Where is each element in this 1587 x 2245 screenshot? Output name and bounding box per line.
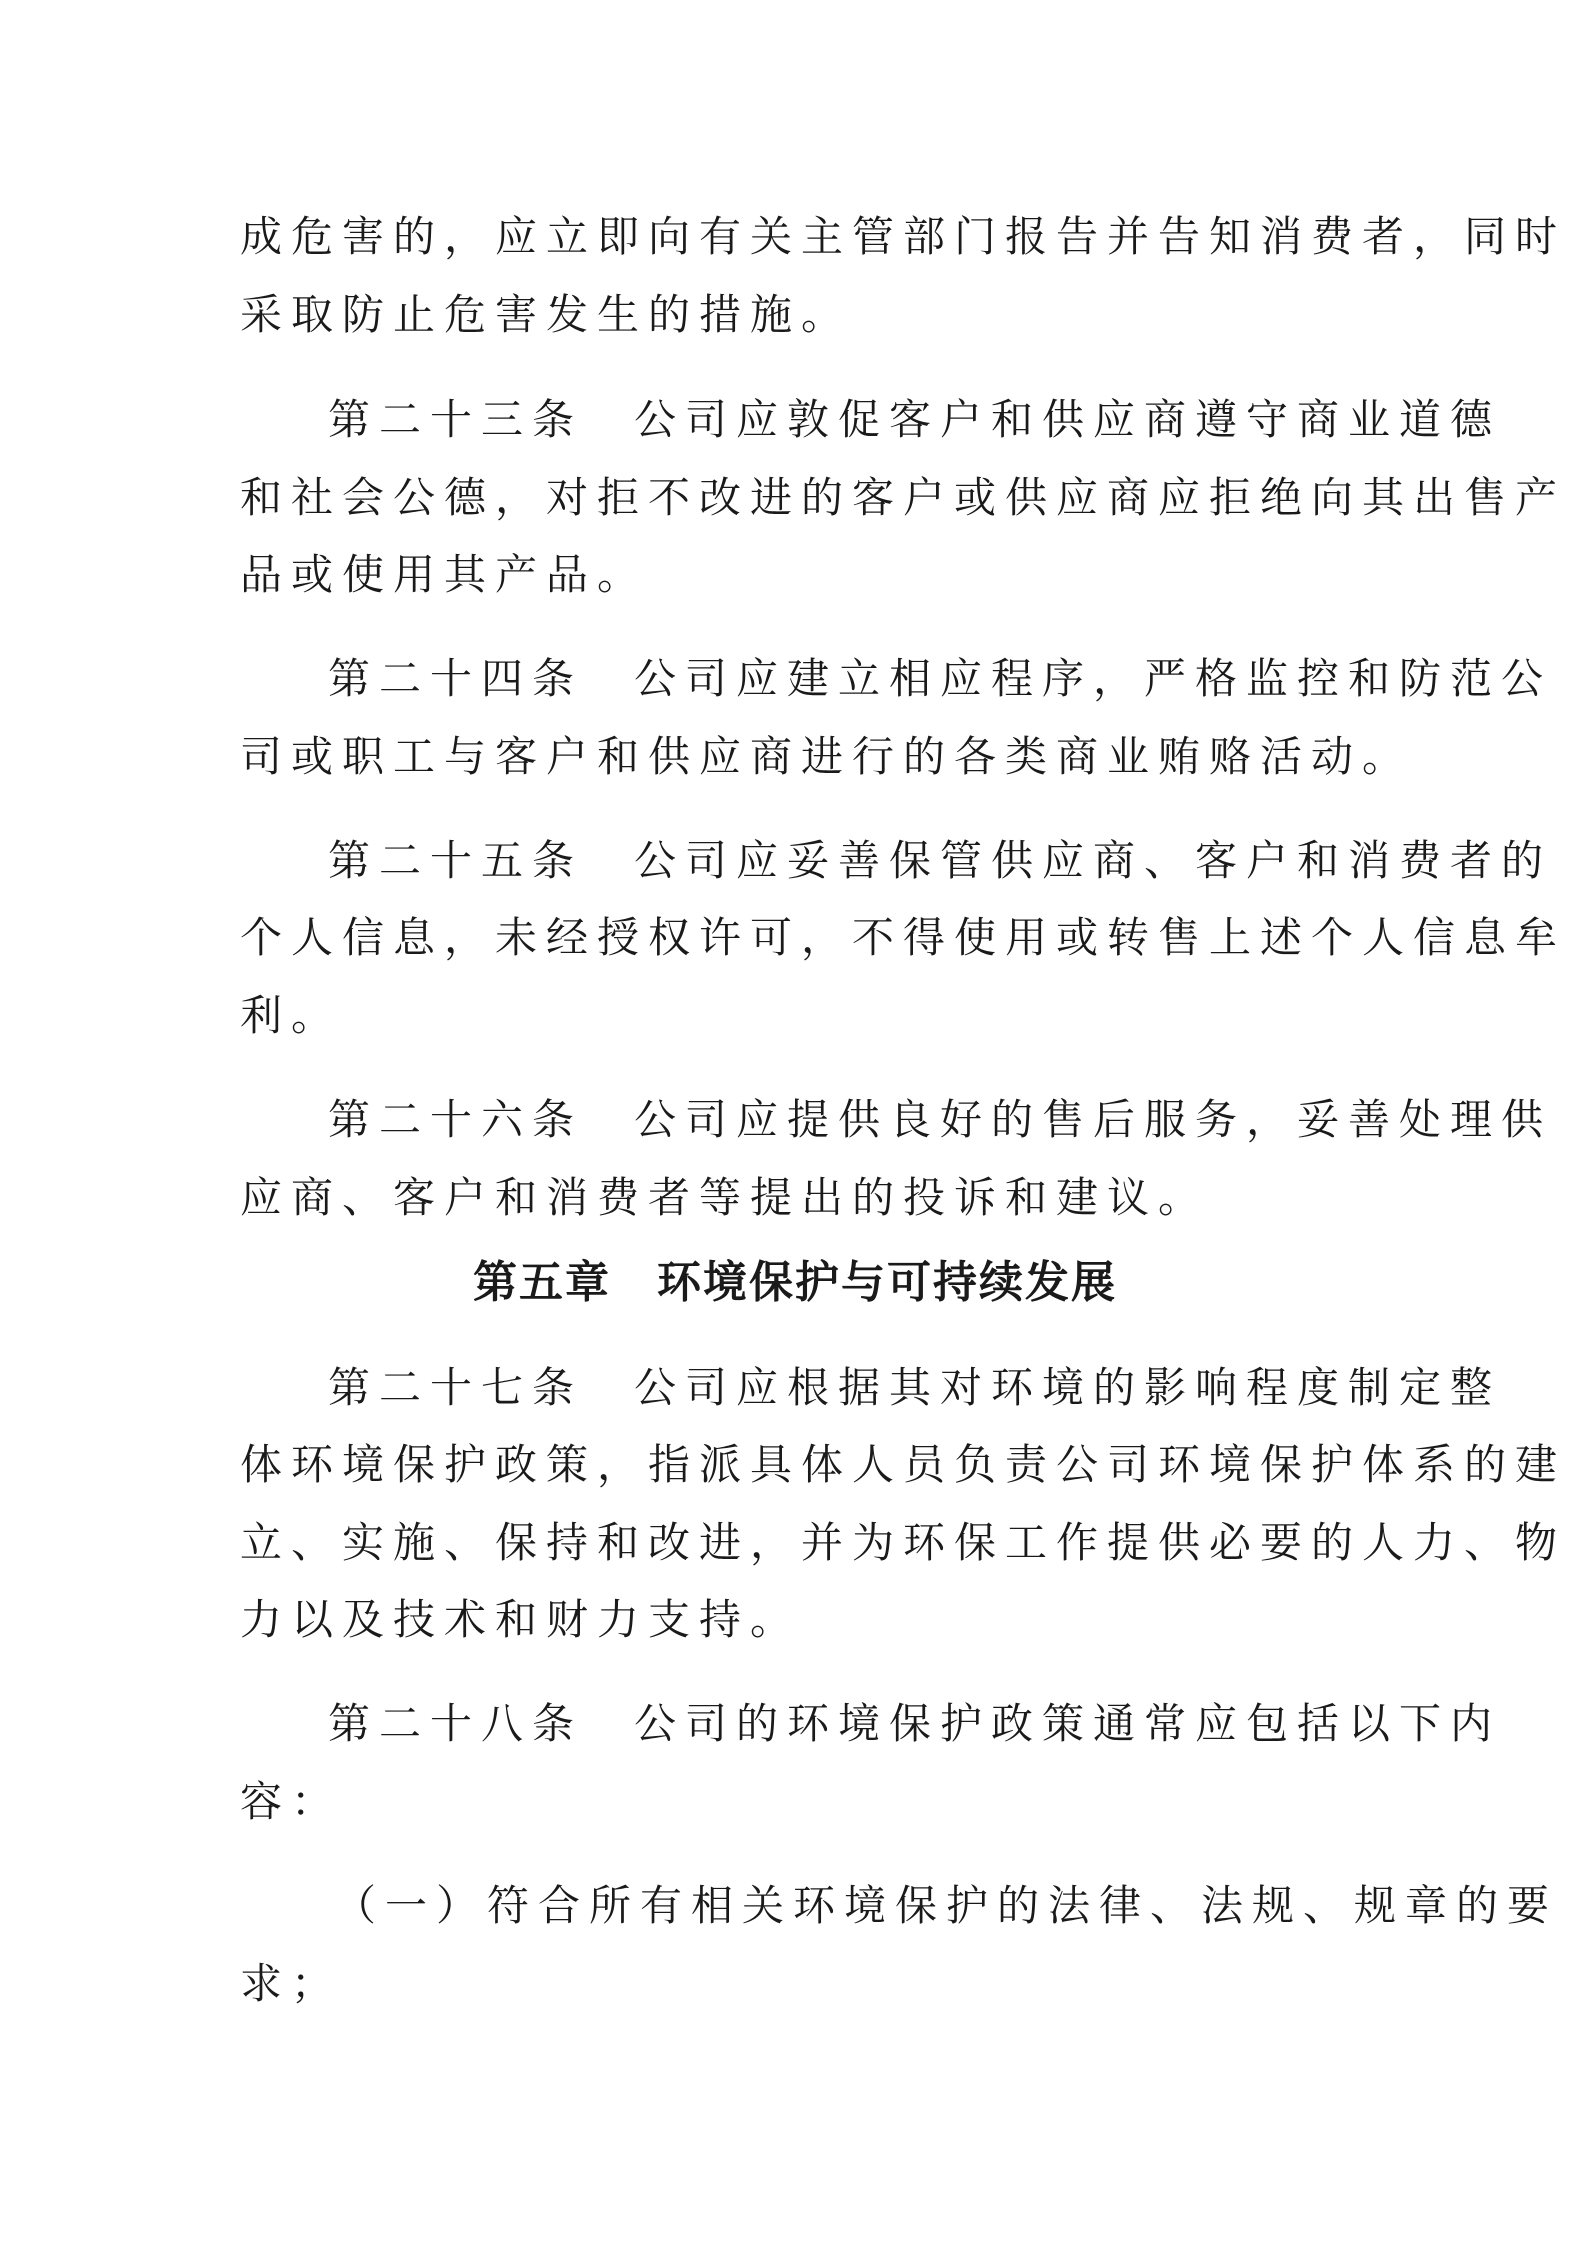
- text-line: 体环境保护政策，指派具体人员负责公司环境保护体系的建: [240, 1440, 1567, 1489]
- text-line: 采取防止危害发生的措施。: [240, 290, 853, 339]
- text-line: 和社会公德，对拒不改进的客户或供应商应拒绝向其出售产: [240, 473, 1567, 522]
- text-line: 容：: [240, 1777, 343, 1826]
- text-line: 应商、客户和消费者等提出的投诉和建议。: [240, 1173, 1210, 1222]
- chapter-heading: 第五章 环境保护与可持续发展: [473, 1257, 1117, 1308]
- text-line: 成危害的，应立即向有关主管部门报告并告知消费者，同时: [240, 212, 1567, 261]
- text-line: 立、实施、保持和改进，并为环保工作提供必要的人力、物: [240, 1518, 1567, 1567]
- text-line: 品或使用其产品。: [240, 550, 649, 599]
- text-line: 利。: [240, 991, 343, 1040]
- article-27: 第二十七条 公司应根据其对环境的影响程度制定整: [328, 1363, 1502, 1412]
- article-24: 第二十四条 公司应建立相应程序，严格监控和防范公: [328, 654, 1553, 703]
- article-23: 第二十三条 公司应敦促客户和供应商遵守商业道德: [328, 395, 1502, 444]
- text-line: 力以及技术和财力支持。: [240, 1595, 802, 1644]
- list-item-1: （一）符合所有相关环境保护的法律、法规、规章的要: [334, 1881, 1559, 1930]
- article-26: 第二十六条 公司应提供良好的售后服务，妥善处理供: [328, 1095, 1553, 1144]
- text-line: 个人信息，未经授权许可，不得使用或转售上述个人信息牟: [240, 913, 1567, 962]
- article-28: 第二十八条 公司的环境保护政策通常应包括以下内: [328, 1699, 1502, 1748]
- text-line: 求；: [240, 1959, 343, 2008]
- text-line: 司或职工与客户和供应商进行的各类商业贿赂活动。: [240, 732, 1414, 781]
- article-25: 第二十五条 公司应妥善保管供应商、客户和消费者的: [328, 836, 1553, 885]
